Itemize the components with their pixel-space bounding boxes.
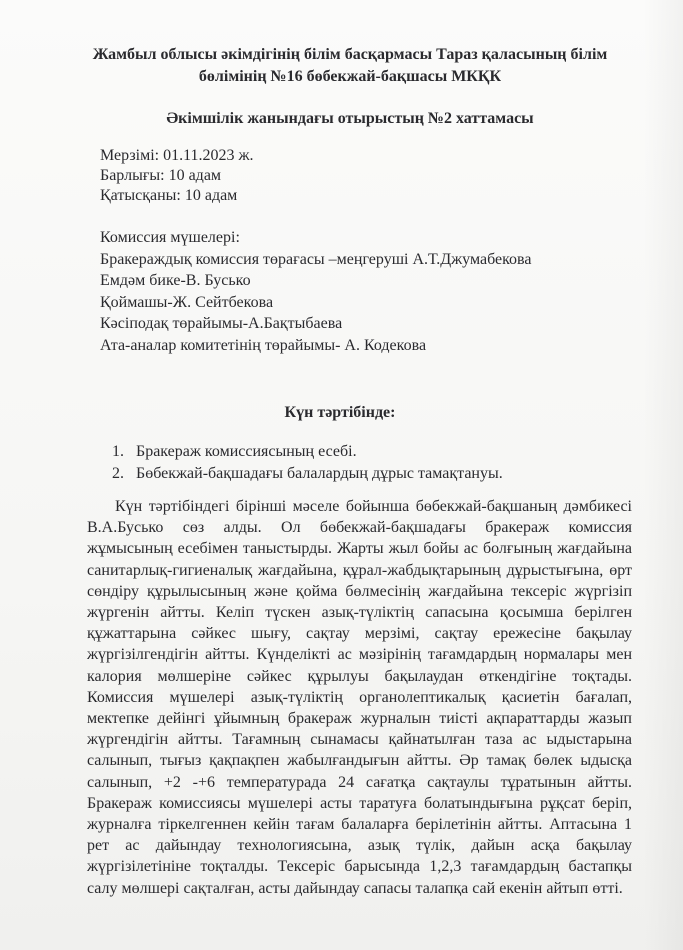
- body-line: құжаттарына сәйкес шығу, сақтау мерзімі, сақтау ережесіне бақылау: [87, 625, 632, 643]
- minutes-body: [87, 496, 632, 899]
- agenda-item-text: Бөбекжай-бақшадағы балалардың дұрыс тамақтануы.: [136, 465, 503, 482]
- agenda-item-text: Бракераж комиссиясының есебі.: [136, 443, 357, 460]
- agenda-item-number: 2.: [112, 465, 124, 482]
- body-line: жұмысының есебімен таныстырды. Жарты жыл бойы ас болғының жағдайына: [87, 540, 632, 558]
- body-line: жүргенін айтты. Келіп түскен азық-түліктің сапасына қосымша берілген: [87, 604, 632, 622]
- commission-member: Қоймашы-Ж. Сейтбекова: [100, 293, 274, 311]
- header-line-2: бөлімінің №16 бөбекжай-бақшасы МКҚК: [198, 68, 502, 85]
- body-line: мектепке дейінгі ұйымның бракераж журналын тиісті ақпараттарды жазып: [87, 710, 632, 728]
- meeting-meta: [100, 146, 254, 206]
- body-line: калория мөлшеріне сәйкес құрылуы бақылаудан өткендігіне тоқтады.: [87, 667, 632, 685]
- body-line: рет ас дайындау технологиясына, азық түлік, дайын асқа бақылау: [87, 837, 632, 855]
- agenda-item: [112, 441, 503, 463]
- commission-title: Комиссия мүшелері:: [100, 229, 240, 246]
- minutes-title: Әкімшілік жанындағы отырыстың №2 хаттамасы: [166, 110, 534, 127]
- body-line: салу мөлшері сақталған, асты дайындау сапасы талапқа сай екенін айтып өтті.: [87, 879, 623, 897]
- body-line: жүргізілетініне тоқталды. Тексеріс барысында 1,2,3 тағамдардың бастапқы: [87, 858, 632, 876]
- body-line: салынып, +2 -+6 температурада 24 сағатқа сақтаулы тұратынын айтты.: [87, 773, 632, 791]
- commission-member: Ата-аналар комитетінің төрайымы- А. Кодекова: [100, 336, 427, 354]
- organization-header: [60, 44, 640, 88]
- body-line: жүргізілгендігін айтты. Күнделікті ас мәзірінің тағамдардың нормалары мен: [87, 646, 632, 664]
- agenda-item-number: 1.: [112, 443, 124, 460]
- body-line: Бракераж комиссиясы мүшелері асты таратуға болатындығына рұқсат беріп,: [87, 794, 632, 812]
- agenda-item: [112, 463, 503, 485]
- body-line: салынып, тығыз қақпақпен жабылғандығын айтты. Әр тамақ бөлек ыдысқа: [87, 752, 632, 770]
- meeting-total: Барлығы: 10 адам: [100, 167, 222, 184]
- meeting-date: Мерзімі: 01.11.2023 ж.: [100, 147, 254, 164]
- body-line: Комиссия мүшелері азық-түліктің органолептикалық қасиетін бағалап,: [87, 688, 632, 706]
- agenda-title: Күн тәртібінде:: [284, 404, 396, 421]
- agenda-list: [112, 441, 503, 485]
- body-line: сөндіру құрылысының және қойма бөлмесінің жағдайына тексеріс жүргізіп: [87, 582, 632, 600]
- body-line: журналға тіркелгеннен кейін тағам балаларға берілетінін айтты. Аптасына 1: [87, 816, 632, 834]
- commission-members: [100, 227, 532, 356]
- commission-member: Кәсіподақ төрайымы-А.Бақтыбаева: [100, 315, 343, 332]
- header-line-1: Жамбыл облысы әкімдігінің білім басқармасы Тараз қаласының білім: [92, 46, 608, 63]
- body-line: санитарлық-гигиеналық жағдайына, құрал-жабдықтарының дұрыстығына, өрт: [87, 561, 632, 579]
- body-line: Күн тәртібіндегі бірінші мәселе бойынша бөбекжай-бақшаның дәмбикесі: [115, 498, 632, 515]
- commission-member: Бракераждық комиссия төрағасы –меңгеруші А.Т.Джумабекова: [100, 250, 532, 268]
- commission-member: Емдәм бике-В. Бусько: [100, 272, 251, 289]
- meeting-attended: Қатысқаны: 10 адам: [100, 187, 238, 204]
- body-line: жүргендігін айтты. Тағамның сынамасы қайнатылған таза ас ыдыстарына: [87, 731, 632, 749]
- body-line: В.А.Бусько сөз алды. Ол бөбекжай-бақшадағы бракераж комиссия: [87, 519, 632, 537]
- page-shadow: [643, 0, 683, 950]
